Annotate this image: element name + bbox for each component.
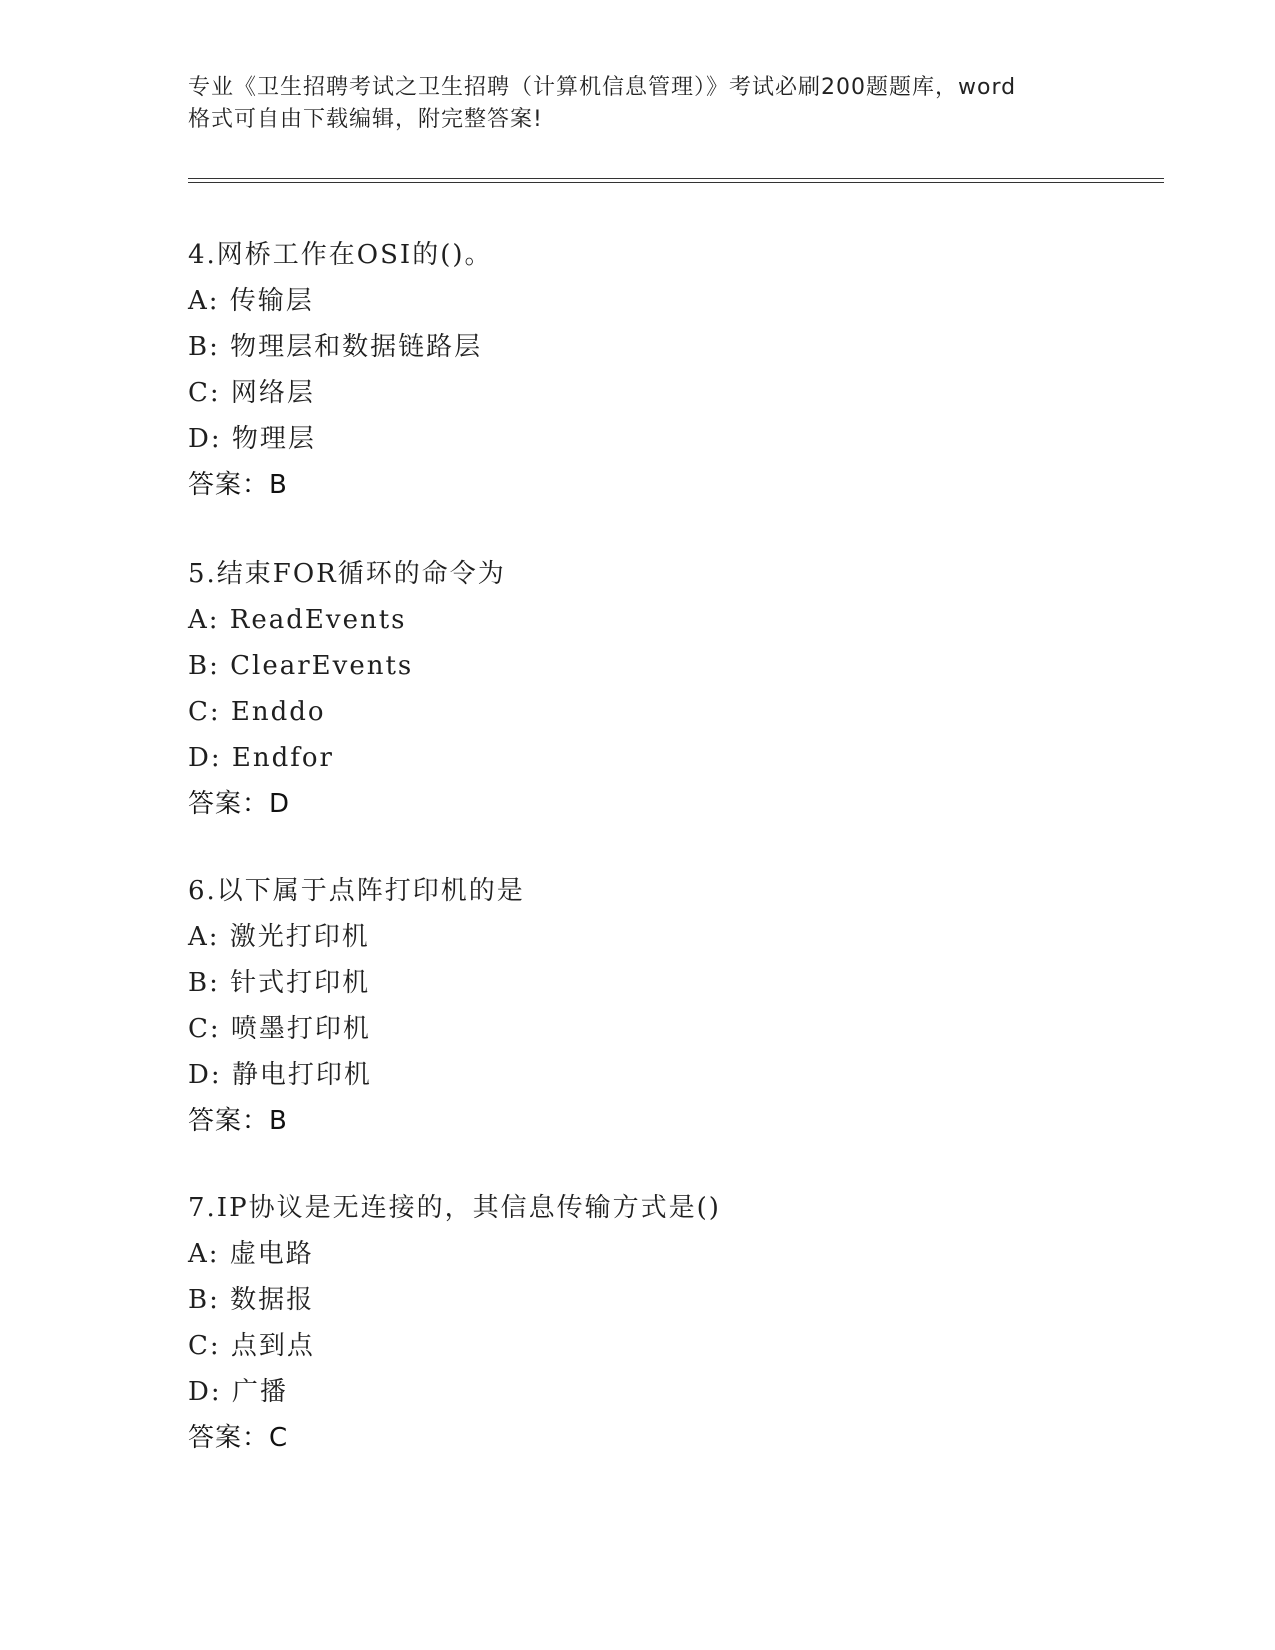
question-stem: 4.网桥工作在OSI的()。 <box>188 240 493 270</box>
option-b: B: 数据报 <box>188 1285 315 1315</box>
option-a: A: 传输层 <box>188 286 314 316</box>
option-b: B: 针式打印机 <box>188 968 371 998</box>
question-7 <box>188 1185 1088 1461</box>
question-6 <box>188 868 1088 1144</box>
answer: 答案：D <box>188 789 291 819</box>
question-5 <box>188 551 1088 827</box>
question-4 <box>188 232 1088 508</box>
option-d: D: 物理层 <box>188 424 316 454</box>
header-line-2: 格式可自由下载编辑，附完整答案! <box>188 107 543 132</box>
header-double-rule <box>188 178 1164 183</box>
question-stem: 5.结束FOR循环的命令为 <box>188 559 506 589</box>
question-stem: 7.IP协议是无连接的，其信息传输方式是() <box>188 1193 721 1223</box>
option-b: B: 物理层和数据链路层 <box>188 332 483 362</box>
question-stem: 6.以下属于点阵打印机的是 <box>188 876 525 906</box>
option-a: A: ReadEvents <box>188 605 407 635</box>
document-header <box>188 72 1088 136</box>
option-c: C: 网络层 <box>188 378 315 408</box>
answer: 答案：B <box>188 1106 288 1136</box>
option-c: C: Enddo <box>188 697 326 727</box>
header-line-1: 专业《卫生招聘考试之卫生招聘（计算机信息管理）》考试必刷200题题库，word <box>188 75 1017 100</box>
option-d: D: 静电打印机 <box>188 1060 372 1090</box>
option-a: A: 激光打印机 <box>188 922 370 952</box>
option-d: D: 广播 <box>188 1377 288 1407</box>
option-c: C: 点到点 <box>188 1331 315 1361</box>
option-c: C: 喷墨打印机 <box>188 1014 371 1044</box>
option-b: B: ClearEvents <box>188 651 414 681</box>
option-d: D: Endfor <box>188 743 334 773</box>
answer: 答案：C <box>188 1423 289 1453</box>
option-a: A: 虚电路 <box>188 1239 314 1269</box>
answer: 答案：B <box>188 470 288 500</box>
